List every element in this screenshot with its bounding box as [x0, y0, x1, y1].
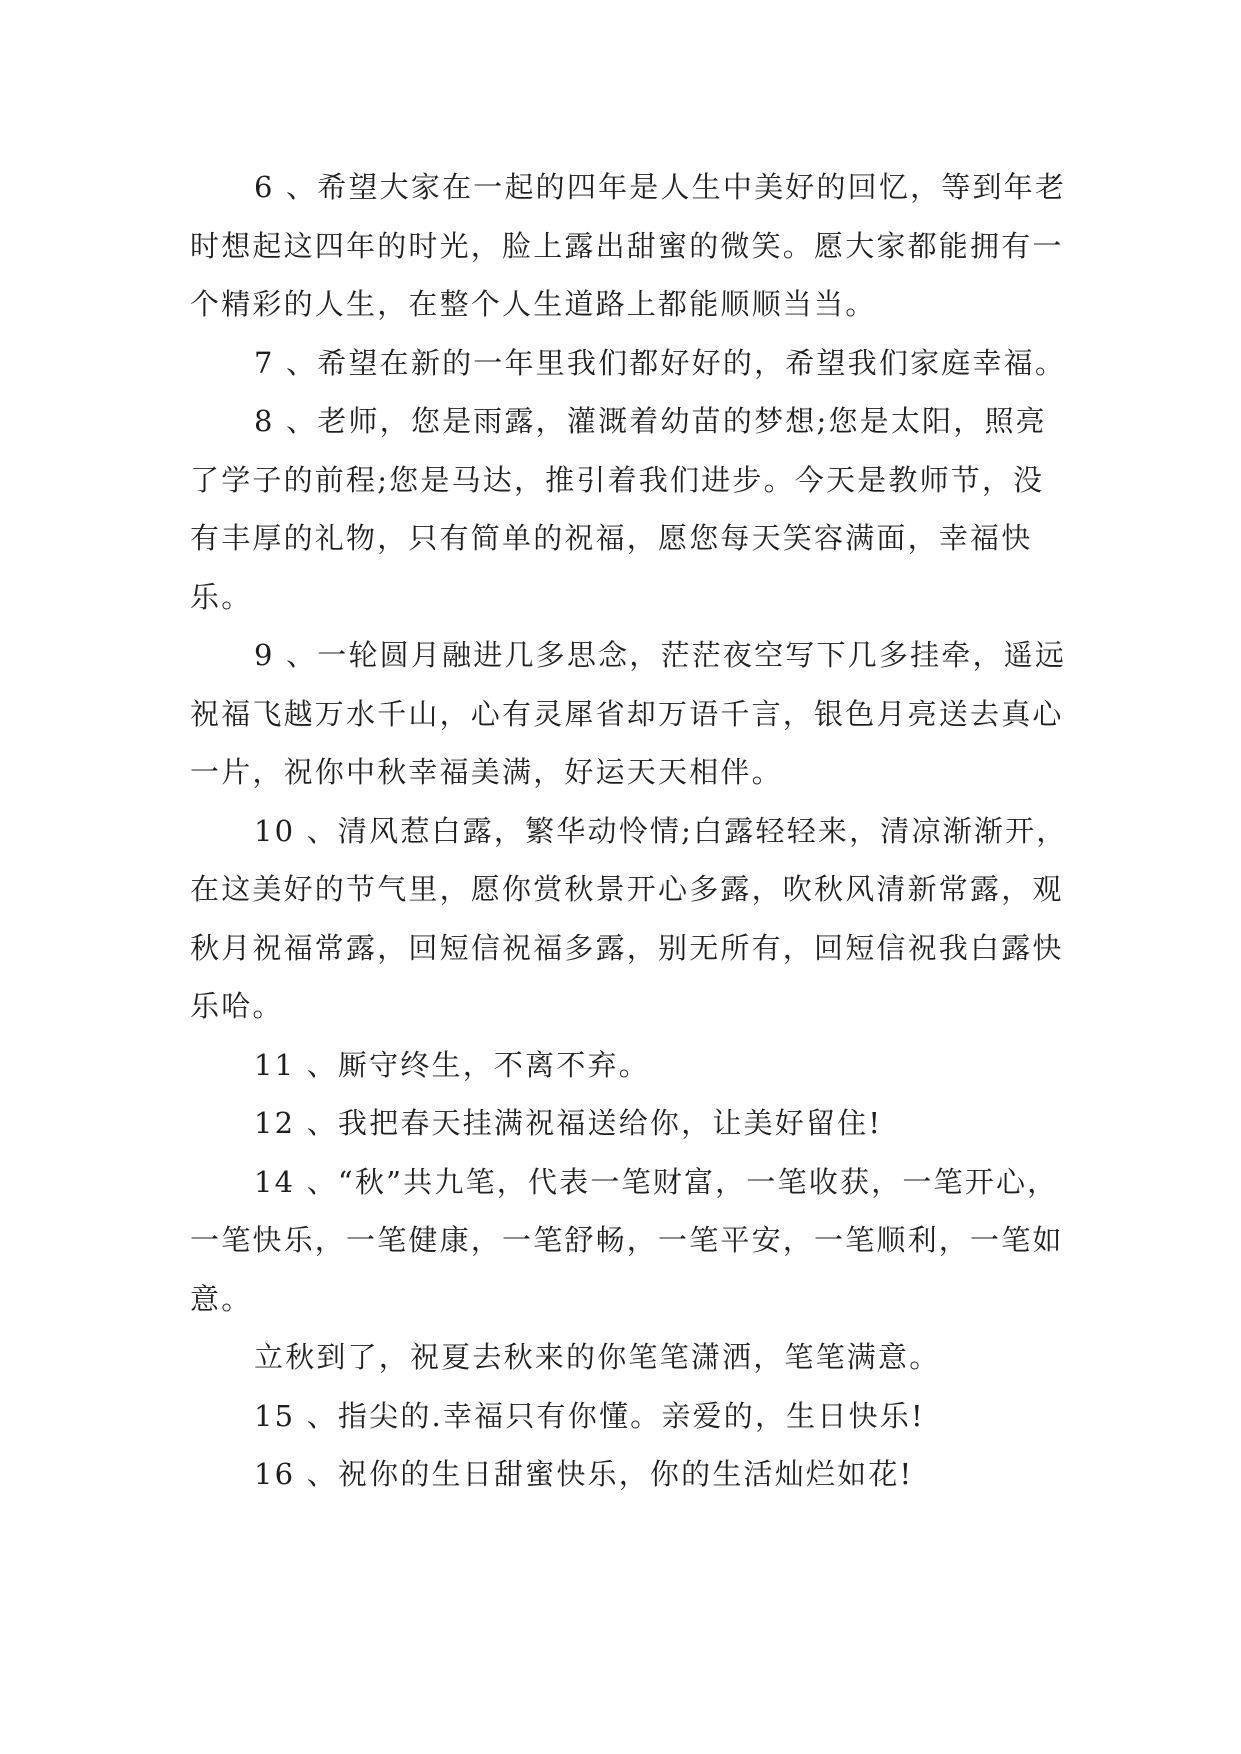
- paragraph-14-continued: 立秋到了，祝夏去秋来的你笔笔潇洒，笔笔满意。: [254, 1340, 941, 1374]
- paragraph-9: 9 、一轮圆月融进几多思念，茫茫夜空写下几多挂牵，遥远祝福飞越万水千山，心有灵犀省却万语千言，银色月亮送去真心一片，祝你中秋幸福美满，好运天天相伴。: [190, 638, 1067, 789]
- paragraph-11: 11 、厮守终生，不离不弃。: [254, 1047, 650, 1082]
- paragraph-15: 15 、指尖的.幸福只有你懂。亲爱的，生日快乐!: [254, 1398, 925, 1433]
- document-body: [190, 158, 1070, 1504]
- paragraph-6: 6 、希望大家在一起的四年是人生中美好的回忆，等到年老时想起这四年的时光，脸上露出甜蜜的微笑。愿大家都能拥有一个精彩的人生，在整个人生道路上都能顺顺当当。: [190, 170, 1067, 321]
- paragraph-8: 8 、老师，您是雨露，灌溉着幼苗的梦想;您是太阳，照亮了学子的前程;您是马达，推引着我们进步。今天是教师节，没有丰厚的礼物，只有简单的祝福，愿您每天笑容满面，幸福快乐。: [190, 404, 1047, 614]
- paragraph-14: 14 、“秋”共九笔，代表一笔财富，一笔收获，一笔开心，一笔快乐，一笔健康，一笔舒畅，一笔平安，一笔顺利，一笔如意。: [190, 1164, 1064, 1316]
- paragraph-16: 16 、祝你的生日甜蜜快乐，你的生活灿烂如花!: [254, 1457, 914, 1491]
- paragraph-12: 12 、我把春天挂满祝福送给你，让美好留住!: [254, 1106, 883, 1140]
- paragraph-10: 10 、清风惹白露，繁华动怜情;白露轻轻来，清凉渐渐开，在这美好的节气里，愿你赏秋景开心多露，吹秋风清新常露，观秋月祝福常露，回短信祝福多露，别无所有，回短信祝我白露快乐哈。: [190, 813, 1068, 1023]
- paragraph-7: 7 、希望在新的一年里我们都好好的，希望我们家庭幸福。: [254, 345, 1067, 380]
